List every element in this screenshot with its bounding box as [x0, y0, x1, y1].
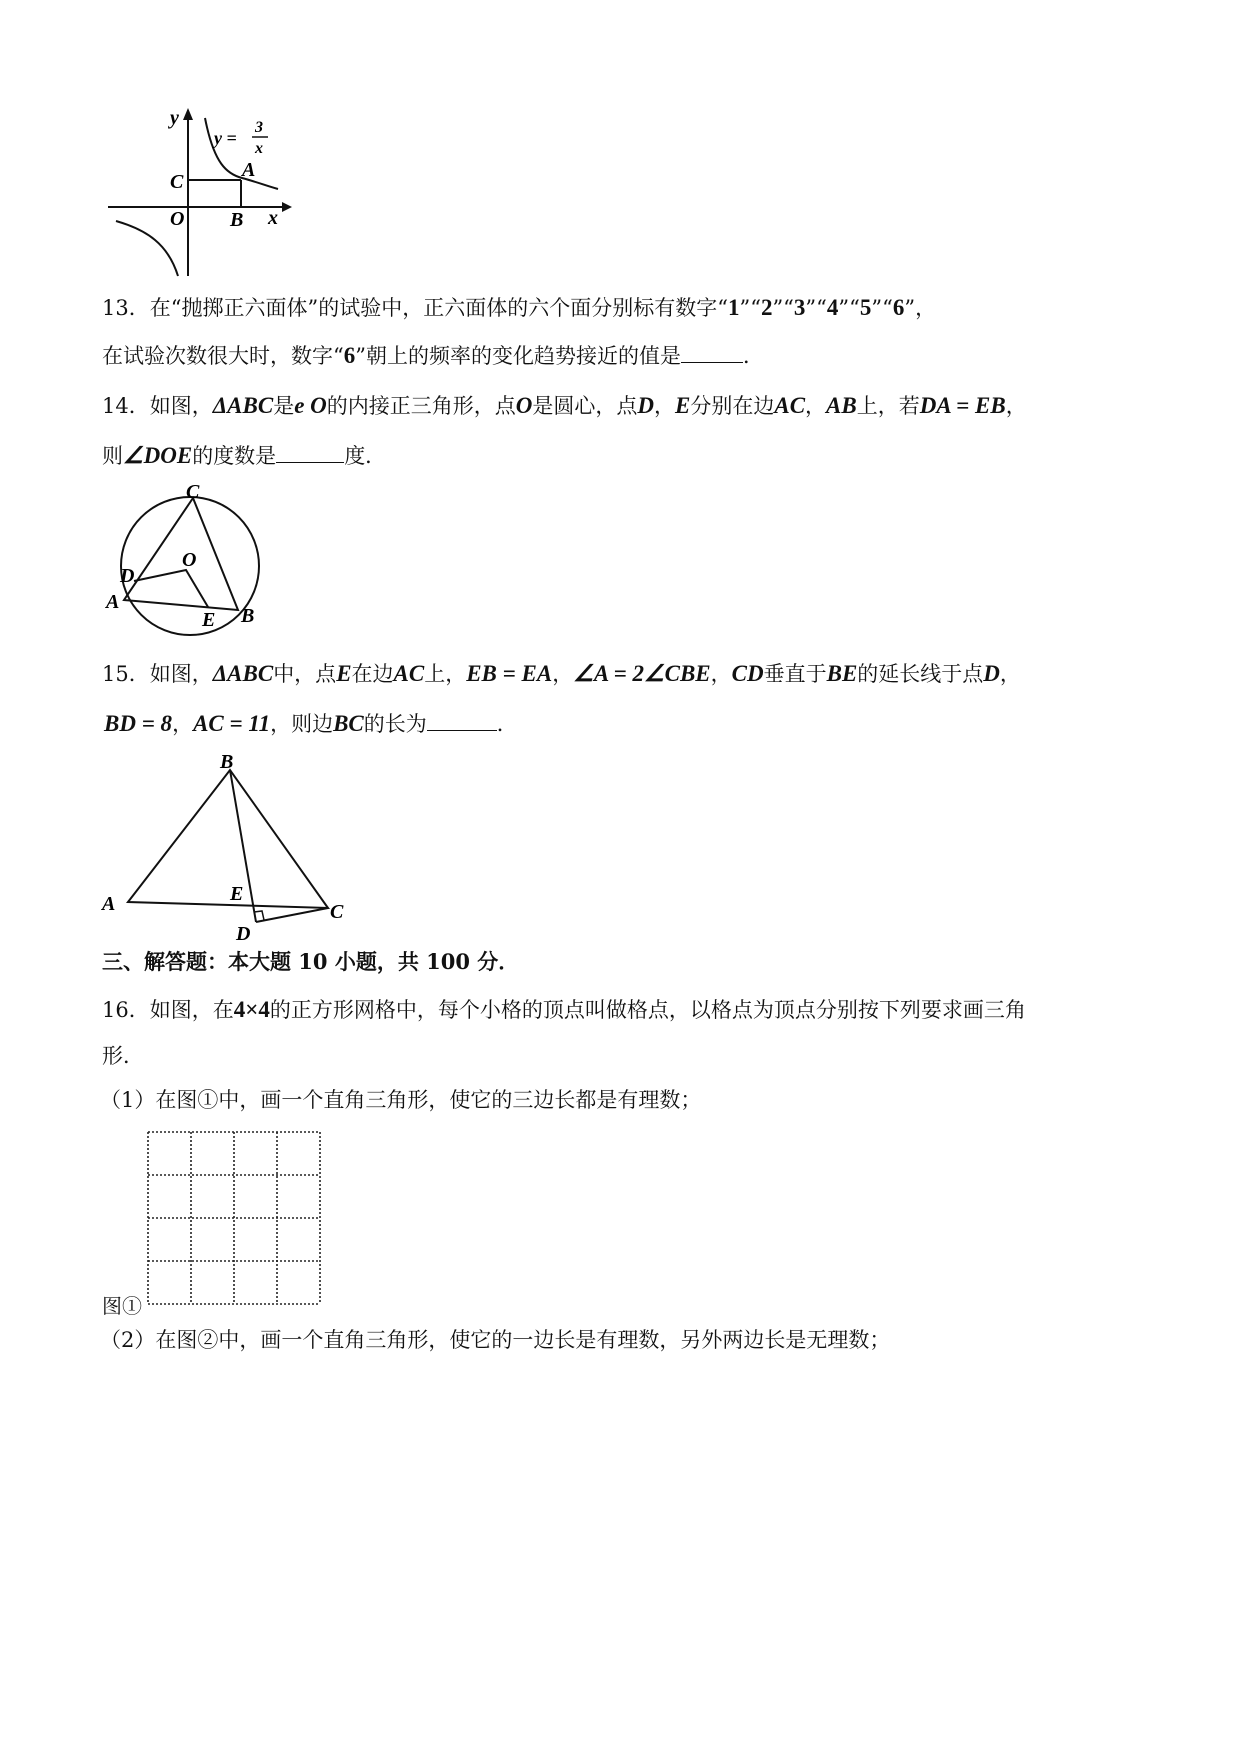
q15-eq1: EB = EA	[466, 661, 553, 686]
q15-ac: AC	[393, 661, 425, 686]
label-o: O	[170, 208, 185, 230]
label-a: A	[106, 591, 120, 613]
q15-line-1	[102, 660, 1021, 688]
q14-text-7: ，	[805, 394, 827, 418]
q14-text-6: 分别在边	[690, 394, 775, 418]
segment-cd	[256, 908, 328, 922]
q15-ac-value: AC = 11	[193, 711, 271, 736]
q16-text-2: 的正方形网格中，每个小格的顶点叫做格点，以格点为顶点分别按下列要求画三角	[269, 998, 1026, 1022]
figure-q12-hyperbola	[102, 104, 302, 284]
q14-text-5: ，	[654, 394, 676, 418]
q14-equation: DA = EB	[919, 393, 1006, 418]
q13-digit-4: 4	[826, 295, 839, 320]
hyperbola-branch-2	[116, 221, 178, 276]
function-num: 3	[255, 119, 263, 136]
q15-text-12: 的长为	[363, 712, 427, 736]
q14-number: 14．	[102, 394, 150, 418]
q13-line-2	[102, 342, 764, 370]
q13-digit-1: 1	[727, 295, 740, 320]
q13-sep-4: ”“	[838, 296, 860, 320]
label-y: y	[170, 107, 179, 129]
q15-eq2: ∠A = 2∠CBE	[573, 661, 711, 686]
label-c: C	[170, 171, 184, 193]
label-b: B	[241, 605, 255, 627]
q14-text-3: 的内接正三角形，点	[326, 394, 516, 418]
q15-be: BE	[826, 661, 858, 686]
q15-text-13: ．	[496, 712, 518, 736]
q14-angle: ∠DOE	[123, 443, 193, 468]
triangle-abc	[124, 498, 238, 610]
q14-text-2: 是	[273, 394, 295, 418]
q16-text-1: 如图，在	[149, 998, 234, 1022]
q13-answer-blank[interactable]	[681, 342, 743, 363]
q16-number: 16．	[102, 998, 150, 1022]
q14-e: E	[675, 393, 691, 418]
q15-text-11: ，则边	[270, 712, 334, 736]
q15-bc: BC	[333, 711, 364, 736]
q15-text-4: 上，	[424, 662, 467, 686]
q13-sep-3: ”“	[805, 296, 827, 320]
q13-end-1: ”，	[904, 296, 937, 320]
label-a: A	[242, 159, 256, 181]
q15-text-6: ，	[710, 662, 732, 686]
q14-d: D	[637, 393, 655, 418]
q15-text-9: ，	[999, 662, 1021, 686]
q16-part-1	[100, 1086, 701, 1114]
q13-sep-1: ”“	[739, 296, 761, 320]
q14-line-1	[102, 392, 1027, 420]
q15-text-8: 的延长线于点	[857, 662, 984, 686]
label-b: B	[220, 751, 234, 773]
y-axis-arrow	[183, 108, 193, 120]
q14-text-9: ，	[1005, 394, 1027, 418]
q14-ac: AC	[774, 393, 806, 418]
q14-circle: e O	[294, 393, 327, 418]
label-x: x	[268, 207, 278, 229]
label-e: E	[202, 609, 216, 631]
x-axis-arrow	[282, 202, 292, 212]
label-o: O	[182, 549, 197, 571]
q16-line-1	[102, 996, 1026, 1024]
q13-line-1	[102, 294, 936, 322]
q14-line-2	[102, 442, 386, 470]
q13-sep-2: ”“	[772, 296, 794, 320]
figure-q15-triangle	[100, 746, 360, 946]
q15-triangle: ΔABC	[212, 661, 274, 686]
q13-sep-5: ”“	[871, 296, 893, 320]
q13-text-2b: ”朝上的频率的变化趋势接近的值是	[355, 344, 681, 368]
q15-d: D	[983, 661, 1000, 686]
q15-cd: CD	[731, 661, 764, 686]
q14-triangle: ΔABC	[212, 393, 274, 418]
q15-text-1: 如图，	[149, 662, 213, 686]
section-3-heading	[102, 948, 519, 976]
q16-part-2-text: （2）在图②中，画一个直角三角形，使它的一边长是有理数，另外两边长是无理数；	[100, 1328, 891, 1352]
q15-answer-blank[interactable]	[427, 710, 497, 731]
q16-line-2	[102, 1042, 144, 1070]
q15-text-2: 中，点	[273, 662, 337, 686]
grid-figure-1-label: 图①	[102, 1294, 142, 1318]
grid-figure-1[interactable]	[146, 1130, 326, 1310]
figure-q14-circle	[104, 481, 274, 654]
q15-text-7: 垂直于	[763, 662, 827, 686]
q14-text-12: 度．	[344, 444, 387, 468]
q13-digit-5: 5	[859, 295, 872, 320]
q13-text-2a: 在试验次数很大时，数字“	[102, 344, 344, 368]
q16-text-3: 形．	[102, 1044, 144, 1068]
q13-period: ．	[743, 344, 764, 368]
q14-text-1: 如图，	[149, 394, 213, 418]
q13-text-1: 在“抛掷正六面体”的试验中，正六面体的六个面分别标有数字“	[149, 296, 728, 320]
q13-digit-6: 6	[892, 295, 905, 320]
q14-text-4: 是圆心，点	[532, 394, 638, 418]
q15-e: E	[336, 661, 352, 686]
q15-bd: BD = 8	[104, 711, 173, 736]
q13-digit-3: 3	[793, 295, 806, 320]
q13-digit-6b: 6	[343, 343, 356, 368]
triangle-abc	[128, 770, 328, 908]
q14-answer-blank[interactable]	[276, 442, 344, 463]
q16-part-1-text: （1）在图①中，画一个直角三角形，使它的三边长都是有理数；	[100, 1088, 702, 1112]
q13-digit-2: 2	[760, 295, 773, 320]
function-lhs: y =	[214, 128, 237, 148]
label-d: D	[236, 923, 251, 945]
q14-text-10: 则	[102, 444, 123, 468]
q15-number: 15．	[102, 662, 150, 686]
q14-text-11: 的度数是	[192, 444, 277, 468]
q14-text-8: 上，若	[856, 394, 920, 418]
q16-part-2	[100, 1326, 890, 1354]
q14-ab: AB	[826, 393, 857, 418]
label-c: C	[330, 901, 344, 923]
q13-number: 13．	[102, 296, 150, 320]
q15-text-3: 在边	[351, 662, 394, 686]
label-b: B	[230, 209, 244, 231]
label-d: D	[120, 565, 135, 587]
q16-grid-size: 4×4	[233, 997, 270, 1022]
q14-o: O	[515, 393, 533, 418]
label-e: E	[230, 883, 244, 905]
label-a: A	[102, 893, 116, 915]
q15-text-5: ，	[552, 662, 574, 686]
section-3-title: 三、解答题：本大题 10 小题，共 100 分．	[102, 949, 520, 974]
function-den: x	[255, 140, 263, 157]
q15-text-10: ，	[172, 712, 194, 736]
label-c: C	[186, 481, 200, 503]
q15-line-2	[104, 710, 518, 738]
